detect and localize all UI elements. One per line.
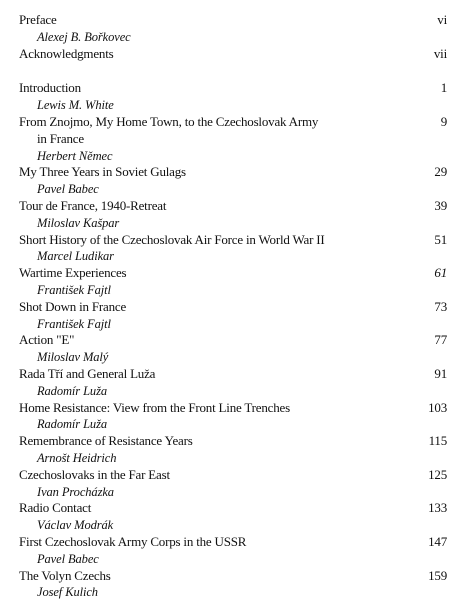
toc-entry — [19, 400, 447, 434]
toc-entry-author: Herbert Němec — [37, 148, 113, 163]
toc-entry-page-number: 29 — [434, 164, 447, 180]
toc-entry-title-text: Shot Down in France — [19, 298, 127, 314]
toc-entry-title-text: My Three Years in Soviet Gulags — [19, 164, 186, 180]
toc-entry-line — [19, 332, 447, 349]
toc-entry-title — [19, 500, 91, 517]
toc-entry — [19, 433, 447, 467]
toc-entry-author: Josef Kulich — [37, 585, 98, 600]
toc-entry-author: Marcel Ludikar — [37, 249, 114, 264]
toc-entry — [19, 164, 447, 198]
toc-entry-line — [19, 12, 447, 29]
toc-entry — [19, 12, 447, 46]
toc-entry-title-text: From Znojmo, My Home Town, to the Czechoslovak Army — [19, 113, 319, 129]
toc-entry-title-text: Short History of the Czechoslovak Air Force in World War II — [19, 231, 325, 247]
toc-entry-line — [19, 114, 447, 148]
toc-entry-page-number: 115 — [428, 433, 447, 449]
toc-entry — [19, 232, 447, 266]
toc-entry — [19, 80, 447, 114]
toc-entry-author: Miloslav Malý — [37, 350, 109, 365]
toc-entry-line — [19, 80, 447, 97]
toc-entry-line — [19, 568, 447, 585]
toc-entry — [19, 332, 447, 366]
toc-entry-title — [19, 114, 318, 148]
toc-entry-title-text: Remembrance of Resistance Years — [19, 433, 193, 449]
toc-entry — [19, 500, 447, 534]
toc-entry-title — [19, 467, 170, 484]
toc-entry-page-number: 147 — [428, 533, 447, 549]
toc-entry-title-text: Tour de France, 1940-Retreat — [19, 197, 167, 213]
toc-entry-page-number: 9 — [440, 113, 447, 129]
toc-entry-title — [19, 400, 290, 417]
toc-entry — [19, 299, 447, 333]
toc-entry-title — [19, 433, 193, 450]
toc-entry-author: Pavel Babec — [37, 551, 99, 566]
toc-entry-line — [19, 299, 447, 316]
toc-entry — [19, 568, 447, 602]
toc-entry-author: Alexej B. Bořkovec — [37, 29, 131, 44]
toc-entry-title — [19, 46, 113, 63]
toc-entry-title-continuation: in France — [37, 130, 84, 146]
toc-entry-title — [19, 232, 325, 249]
toc-entry — [19, 114, 447, 164]
section-gap — [19, 62, 447, 80]
toc-entry-line — [19, 198, 447, 215]
table-of-contents — [19, 12, 447, 601]
toc-entry-page-number: 133 — [428, 500, 447, 516]
toc-entry-page-number: 61 — [434, 265, 447, 281]
toc-entry-title — [19, 12, 57, 29]
toc-entry-title — [19, 366, 155, 383]
toc-entry-title — [19, 568, 111, 585]
toc-entry-author: František Fajtl — [37, 316, 111, 331]
toc-entry-title — [19, 332, 74, 349]
toc-entry-title-text: The Volyn Czechs — [19, 567, 111, 583]
toc-entry-line — [19, 366, 447, 383]
toc-entry-author: Pavel Babec — [37, 182, 99, 197]
toc-entry-author: Radomír Luža — [37, 417, 107, 432]
toc-entry-title-text: Acknowledgments — [19, 45, 114, 61]
toc-entry-line — [19, 164, 447, 181]
toc-entry-page-number: 125 — [428, 466, 447, 482]
toc-entry-title — [19, 299, 126, 316]
toc-entry-author: Radomír Luža — [37, 383, 107, 398]
toc-entry-title — [19, 534, 246, 551]
toc-entry-page-number: 1 — [440, 80, 447, 96]
toc-entry-page-number: 39 — [434, 197, 447, 213]
toc-entry — [19, 366, 447, 400]
toc-entry-author: Ivan Procházka — [37, 484, 114, 499]
toc-entry-title — [19, 265, 126, 282]
toc-entry-page-number: vi — [437, 12, 447, 27]
toc-entry-line — [19, 265, 447, 282]
toc-entry-page-number: vii — [433, 45, 447, 61]
toc-entry — [19, 265, 447, 299]
toc-entry-title-text: First Czechoslovak Army Corps in the USSR — [19, 533, 247, 549]
toc-entry-author: Arnošt Heidrich — [37, 450, 117, 465]
toc-entry-list — [19, 12, 447, 601]
toc-entry-title — [19, 80, 81, 97]
toc-entry-title — [19, 198, 166, 215]
toc-entry-page-number: 51 — [434, 231, 447, 247]
toc-entry-title-text: Radio Contact — [19, 500, 92, 516]
toc-entry-line — [19, 534, 447, 551]
toc-entry-author: František Fajtl — [37, 282, 111, 297]
toc-entry-title-text: Czechoslovaks in the Far East — [19, 466, 170, 482]
toc-entry-line — [19, 433, 447, 450]
toc-entry-page-number: 159 — [428, 567, 447, 583]
toc-entry-page-number: 91 — [434, 365, 447, 381]
toc-entry-page-number: 73 — [434, 298, 447, 314]
toc-entry-page-number: 103 — [428, 399, 447, 415]
toc-entry — [19, 46, 447, 63]
toc-entry-line — [19, 232, 447, 249]
toc-entry — [19, 534, 447, 568]
toc-entry-author: Václav Modrák — [37, 518, 114, 533]
toc-entry-title — [19, 164, 186, 181]
toc-entry-title-text: Rada Tří and General Luža — [19, 365, 156, 381]
toc-entry — [19, 467, 447, 501]
toc-entry — [19, 198, 447, 232]
toc-entry-author: Miloslav Kašpar — [37, 215, 120, 230]
toc-entry-line — [19, 500, 447, 517]
toc-entry-line — [19, 467, 447, 484]
toc-entry-line — [19, 400, 447, 417]
toc-entry-line — [19, 46, 447, 63]
toc-entry-title-text: Home Resistance: View from the Front Line Trenches — [19, 399, 290, 415]
toc-entry-page-number: 77 — [434, 332, 447, 348]
toc-entry-title-text: Introduction — [19, 80, 81, 96]
toc-entry-title-text: Preface — [19, 12, 57, 27]
toc-entry-title-text: Action "E" — [19, 332, 75, 348]
toc-entry-title-text: Wartime Experiences — [19, 265, 127, 281]
toc-entry-author: Lewis M. White — [37, 98, 114, 113]
